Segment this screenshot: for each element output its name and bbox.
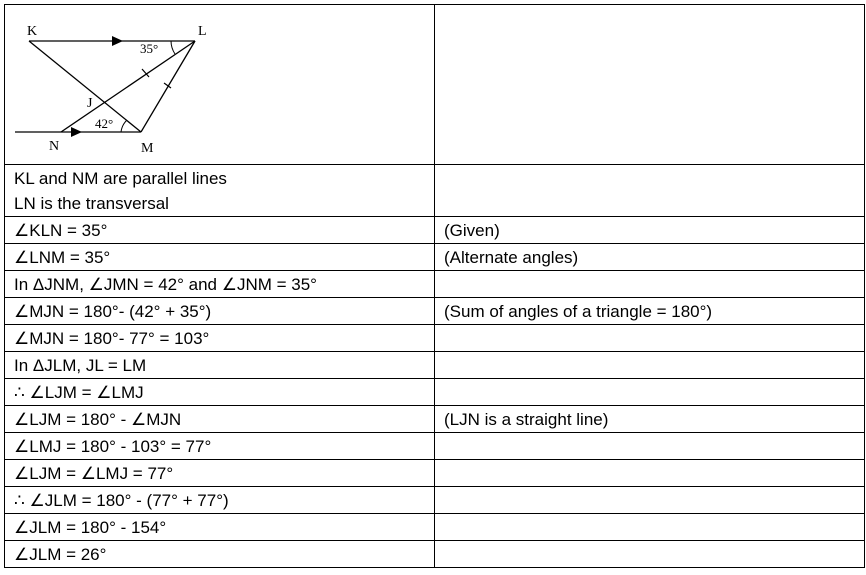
table-row (5, 165, 865, 217)
figure-row (5, 5, 865, 165)
reason-cell (435, 379, 865, 406)
label-m: M (141, 141, 154, 156)
table-row (5, 487, 865, 514)
statement-cell: ∠LMJ = 180° - 103° = 77° (5, 433, 435, 460)
statement-cell: ∠JLM = 26° (5, 541, 435, 568)
solution-table (4, 4, 865, 568)
reason-cell: (Given) (435, 217, 865, 244)
table-row (5, 514, 865, 541)
statement-cell: ∠LJM = ∠LMJ = 77° (5, 460, 435, 487)
parallel-lines-diagram (5, 5, 434, 164)
table-row (5, 244, 865, 271)
statement-cell: In ΔJLM, JL = LM (5, 352, 435, 379)
statement-cell: ∠JLM = 180° - 154° (5, 514, 435, 541)
label-j: J (87, 96, 93, 111)
table-row (5, 433, 865, 460)
statement-cell: ∠MJN = 180°- (42° + 35°) (5, 298, 435, 325)
angle-label-35: 35° (140, 41, 159, 56)
reason-cell (435, 514, 865, 541)
angle-label-42: 42° (95, 116, 114, 131)
arrow-nm (71, 127, 82, 137)
label-k: K (27, 24, 38, 39)
statement-cell: ∠LNM = 35° (5, 244, 435, 271)
reason-cell (435, 460, 865, 487)
statement-cell: ∠LJM = 180° - ∠MJN (5, 406, 435, 433)
geometry-figure (5, 5, 434, 164)
reason-cell: (LJN is a straight line) (435, 406, 865, 433)
statement-line: LN is the transversal (14, 193, 169, 213)
statement-line: KL and NM are parallel lines (14, 168, 227, 188)
table-row (5, 298, 865, 325)
reason-cell (435, 271, 865, 298)
statement-cell (5, 165, 435, 217)
table-row (5, 406, 865, 433)
arrow-kl (112, 36, 123, 46)
statement-cell: ∠MJN = 180°- 77° = 103° (5, 325, 435, 352)
reason-cell (435, 433, 865, 460)
table-row (5, 325, 865, 352)
line-km (29, 41, 141, 132)
table-row (5, 217, 865, 244)
reason-cell: (Alternate angles) (435, 244, 865, 271)
angle-arc-m (121, 120, 127, 132)
figure-cell (5, 5, 435, 165)
label-n: N (49, 139, 60, 154)
statement-cell: In ΔJNM, ∠JMN = 42° and ∠JNM = 35° (5, 271, 435, 298)
line-nl (61, 41, 195, 132)
reason-cell (435, 352, 865, 379)
statement-cell: ∴ ∠LJM = ∠LMJ (5, 379, 435, 406)
statement-cell: ∠KLN = 35° (5, 217, 435, 244)
angle-arc-l (171, 41, 175, 54)
reason-cell: (Sum of angles of a triangle = 180°) (435, 298, 865, 325)
table-row (5, 352, 865, 379)
reason-cell (435, 165, 865, 217)
reason-cell (435, 325, 865, 352)
table-row (5, 541, 865, 568)
statement-cell: ∴ ∠JLM = 180° - (77° + 77°) (5, 487, 435, 514)
table-row (5, 271, 865, 298)
reason-cell (435, 487, 865, 514)
label-l: L (198, 24, 207, 39)
reason-cell (435, 541, 865, 568)
table-row (5, 379, 865, 406)
figure-empty-cell (435, 5, 865, 165)
table-row (5, 460, 865, 487)
